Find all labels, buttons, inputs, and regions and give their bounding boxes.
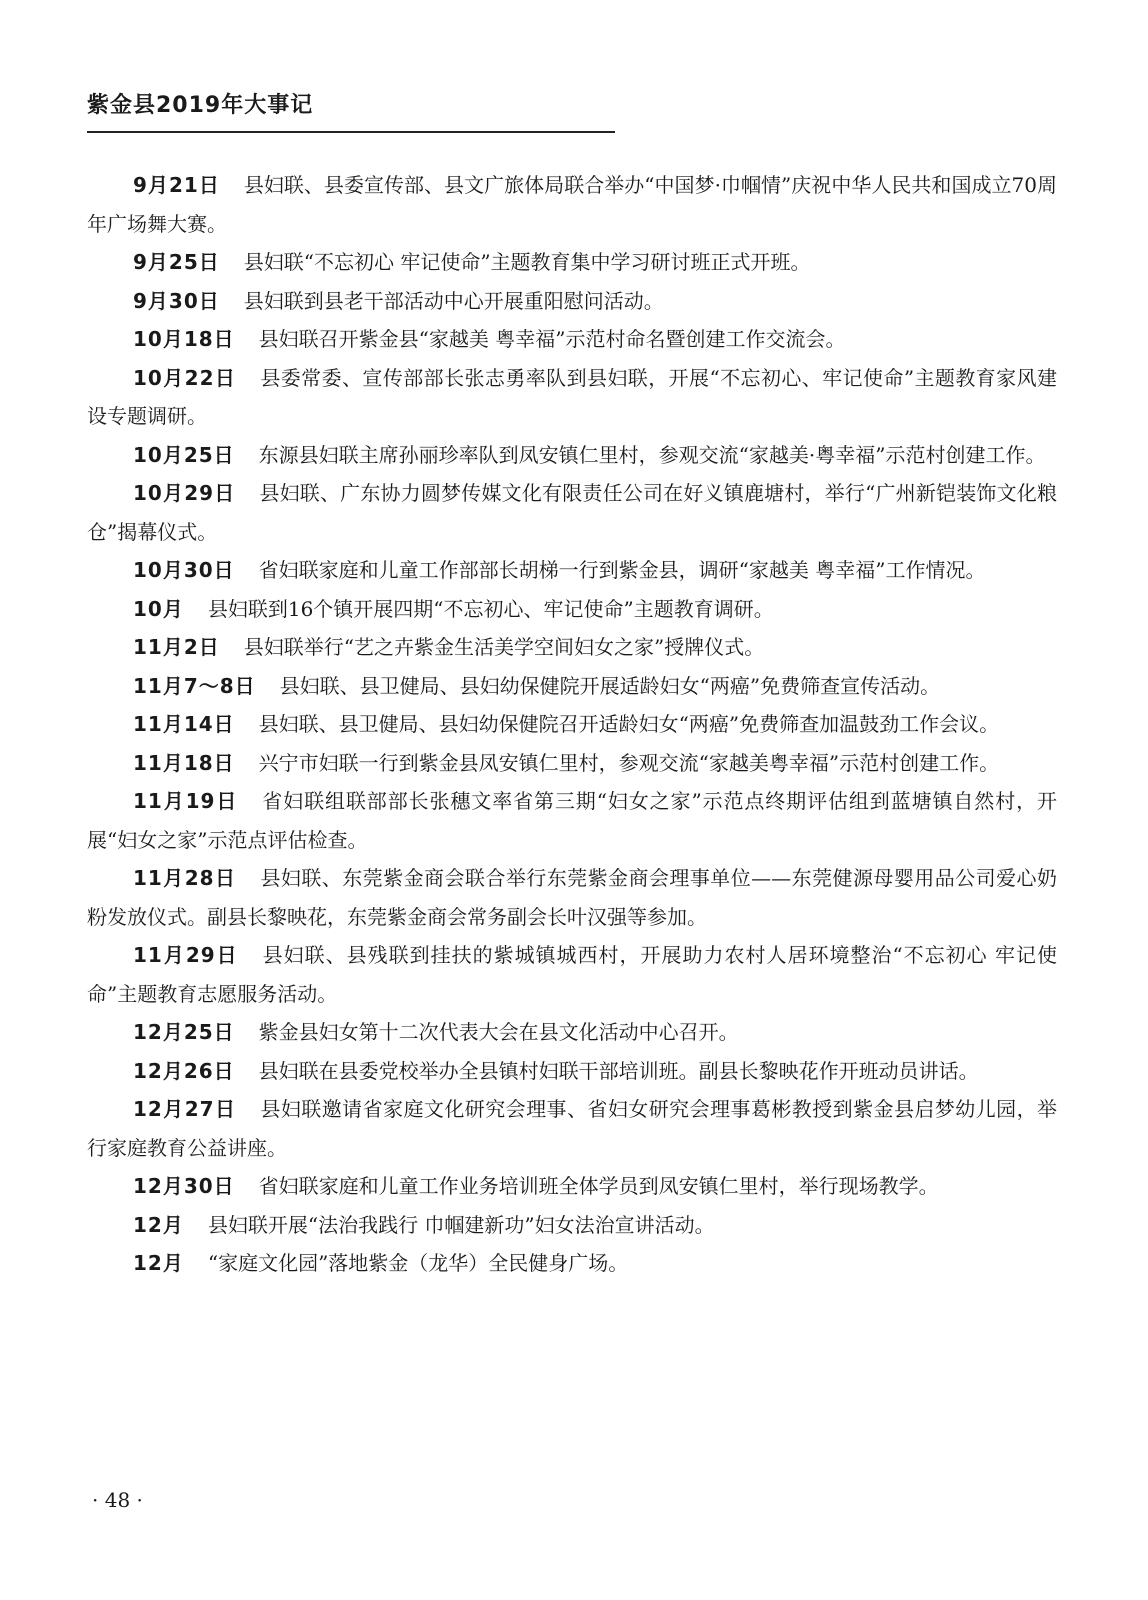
entry-text: 县妇联、县卫健局、县妇幼保健院召开适龄妇女“两癌”免费筛查加温鼓劲工作会议。	[258, 712, 1000, 736]
header-divider	[87, 131, 615, 133]
chronicle-entry	[87, 359, 1057, 436]
entry-text: 县妇联邀请省家庭文化研究会理事、省妇女研究会理事葛彬教授到紫金县启梦幼儿园，举行家庭教育公益讲座。	[87, 1097, 1058, 1160]
chronicle-entry	[87, 243, 1057, 282]
entry-text: 县妇联到16个镇开展四期“不忘初心、牢记使命”主题教育调研。	[207, 596, 774, 621]
chronicle-entry	[87, 166, 1057, 243]
chronicle-entry	[87, 590, 1057, 629]
entry-text: 县妇联、县委宣传部、县文广旅体局联合举办“中国梦·巾帼情”庆祝中华人民共和国成立70周年广场舞大赛。	[87, 173, 1057, 236]
chronicle-entry	[87, 1167, 1057, 1206]
entry-date: 10月22日	[133, 365, 237, 390]
entry-date: 12月	[133, 1251, 184, 1275]
entry-text: 兴宁市妇联一行到紫金县凤安镇仁里村，参观交流“家越美粤幸福”示范村创建工作。	[258, 750, 1000, 775]
chronicle-entry	[87, 782, 1057, 859]
entry-text: 省妇联组联部部长张穗文率省第三期“妇女之家”示范点终期评估组到蓝塘镇自然村，开展“妇女之家”示范点评估检查。	[87, 789, 1057, 852]
entry-date: 11月18日	[133, 750, 235, 775]
entry-text: 县委常委、宣传部部长张志勇率队到县妇联，开展“不忘初心、牢记使命”主题教育家风建设专题调研。	[87, 365, 1057, 428]
entry-date: 11月28日	[133, 866, 237, 890]
entry-text: 县妇联到县老干部活动中心开展重阳慰问活动。	[243, 288, 664, 313]
entry-date: 11月2日	[133, 635, 220, 659]
entry-text: 县妇联在县委党校举办全县镇村妇联干部培训班。副县长黎映花作开班动员讲话。	[258, 1058, 979, 1083]
entry-text: 县妇联举行“艺之卉紫金生活美学空间妇女之家”授牌仪式。	[243, 635, 765, 659]
entry-date: 9月25日	[133, 250, 220, 274]
entry-date: 11月29日	[133, 943, 239, 967]
entry-date: 12月25日	[133, 1020, 235, 1044]
entry-text: 紫金县妇女第十二次代表大会在县文化活动中心召开。	[258, 1020, 739, 1044]
page-number: · 48 ·	[92, 1488, 143, 1512]
entry-text: 县妇联、县残联到挂扶的紫城镇城西村，开展助力农村人居环境整治“不忘初心 牢记使命”主题教育志愿服务活动。	[87, 943, 1057, 1006]
chronicle-entry	[87, 1206, 1057, 1245]
entry-date: 12月26日	[133, 1058, 235, 1083]
chronicle-entry	[87, 282, 1057, 321]
chronicle-entry	[87, 705, 1057, 744]
chronicle-entry	[87, 1090, 1057, 1167]
entry-text: 县妇联开展“法治我践行 巾帼建新功”妇女法治宣讲活动。	[207, 1212, 715, 1237]
entry-date: 12月	[133, 1212, 184, 1237]
entry-text: “家庭文化园”落地紫金（龙华）全民健身广场。	[207, 1251, 629, 1275]
entry-date: 10月	[133, 596, 184, 621]
entry-date: 11月7～8日	[133, 673, 256, 698]
entry-text: 县妇联、广东协力圆梦传媒文化有限责任公司在好义镇鹿塘村，举行“广州新铠装饰文化粮仓”揭幕仪式。	[87, 481, 1057, 544]
entry-date: 9月30日	[133, 288, 220, 313]
entry-date: 10月29日	[133, 481, 236, 505]
entry-text: 县妇联、县卫健局、县妇幼保健院开展适龄妇女“两癌”免费筛查宣传活动。	[279, 673, 941, 698]
running-header-title: 紫金县2019年大事记	[87, 93, 314, 118]
chronicle-entry	[87, 628, 1057, 667]
chronicle-entry	[87, 667, 1057, 706]
entry-date: 10月18日	[133, 327, 235, 351]
chronicle-entry	[87, 936, 1057, 1013]
chronicle-entry	[87, 436, 1057, 475]
entry-date: 10月30日	[133, 558, 235, 582]
chronicle-entry	[87, 551, 1057, 590]
chronicle-entry	[87, 859, 1057, 936]
entry-text: 县妇联、东莞紫金商会联合举行东莞紫金商会理事单位——东莞健源母婴用品公司爱心奶粉发放仪式。副县长黎映花，东莞紫金商会常务副会长叶汉强等参加。	[87, 866, 1057, 929]
chronicle-entry	[87, 744, 1057, 783]
entry-text: 东源县妇联主席孙丽珍率队到凤安镇仁里村，参观交流“家越美·粤幸福”示范村创建工作。	[258, 442, 1046, 467]
entry-text: 县妇联召开紫金县“家越美 粤幸福”示范村命名暨创建工作交流会。	[258, 327, 846, 351]
entry-date: 12月30日	[133, 1174, 235, 1198]
entry-date: 11月14日	[133, 712, 235, 736]
entry-text: 省妇联家庭和儿童工作业务培训班全体学员到凤安镇仁里村，举行现场教学。	[258, 1174, 939, 1198]
chronicle-entry	[87, 1013, 1057, 1052]
entry-date: 10月25日	[133, 442, 235, 467]
entry-date: 9月21日	[133, 173, 220, 197]
entry-text: 省妇联家庭和儿童工作部部长胡梯一行到紫金县，调研“家越美 粤幸福”工作情况。	[258, 558, 986, 582]
chronicle-entry	[87, 474, 1057, 551]
chronicle-entry	[87, 320, 1057, 359]
entry-text: 县妇联“不忘初心 牢记使命”主题教育集中学习研讨班正式开班。	[243, 250, 811, 274]
chronicle-entries	[87, 166, 1057, 1283]
chronicle-entry	[87, 1244, 1057, 1283]
entry-date: 12月27日	[133, 1097, 237, 1121]
chronicle-entry	[87, 1052, 1057, 1091]
entry-date: 11月19日	[133, 789, 239, 813]
